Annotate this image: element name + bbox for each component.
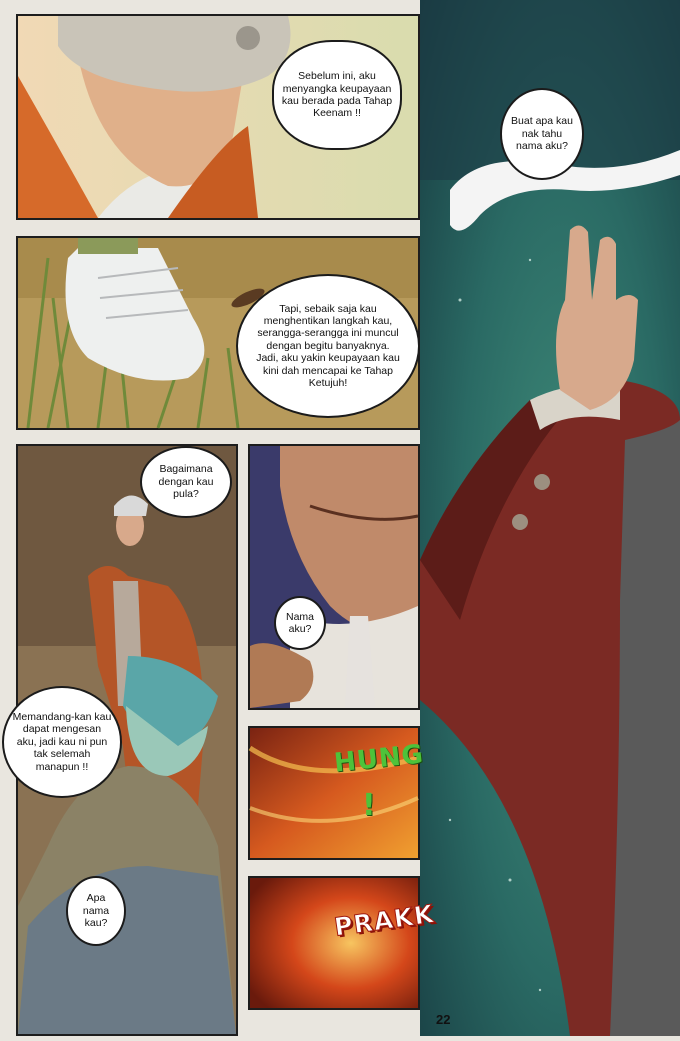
- speech-text-memandangkan: Memandang-kan kau dapat mengesan aku, jadi kau ni pun tak selemah manapun !!: [12, 711, 112, 773]
- speech-bubble-memandangkan: [2, 686, 122, 798]
- panel-smirk-closeup-art: [250, 446, 418, 708]
- panel-smirk-closeup: [248, 444, 420, 710]
- speech-bubble-nama-aku: [274, 596, 326, 650]
- speech-bubble-bagaimana: [140, 446, 232, 518]
- speech-text-apa-nama: Apa nama kau?: [82, 892, 110, 930]
- page-number: 22: [436, 1012, 451, 1027]
- sfx-prakk: PRAKK: [332, 899, 437, 942]
- speech-text-nama-aku: Nama aku?: [285, 610, 314, 635]
- panel-fire-prakk-art: [250, 878, 418, 1008]
- speech-bubble-keenam: [272, 40, 402, 150]
- sfx-hung: HUNG: [332, 739, 426, 779]
- speech-bubble-apa-nama: [66, 876, 126, 946]
- panel-fire-prakk: [248, 876, 437, 1010]
- speech-bubble-ketujuh: [236, 274, 420, 418]
- speech-text-ketujuh: Tapi, sebaik saja kau menghentikan langkah kau, serangga-serangga ini muncul dengan begitu banyaknya. Jadi, aku yakin keupayaan kau kini dah mencapai ke Tahap Ketujuh!: [256, 302, 400, 389]
- sfx-hung-mark: !: [362, 788, 377, 823]
- speech-bubble-buat-apa: [500, 88, 584, 180]
- speech-text-keenam: Sebelum ini, aku menyangka keupayaan kau berada pada Tahap Keenam !!: [281, 70, 393, 120]
- panel-fire-hung: [248, 726, 426, 860]
- speech-text-bagaimana: Bagaimana dengan kau pula?: [158, 463, 214, 501]
- speech-text-buat-apa: Buat apa kau nak tahu nama aku?: [511, 115, 573, 153]
